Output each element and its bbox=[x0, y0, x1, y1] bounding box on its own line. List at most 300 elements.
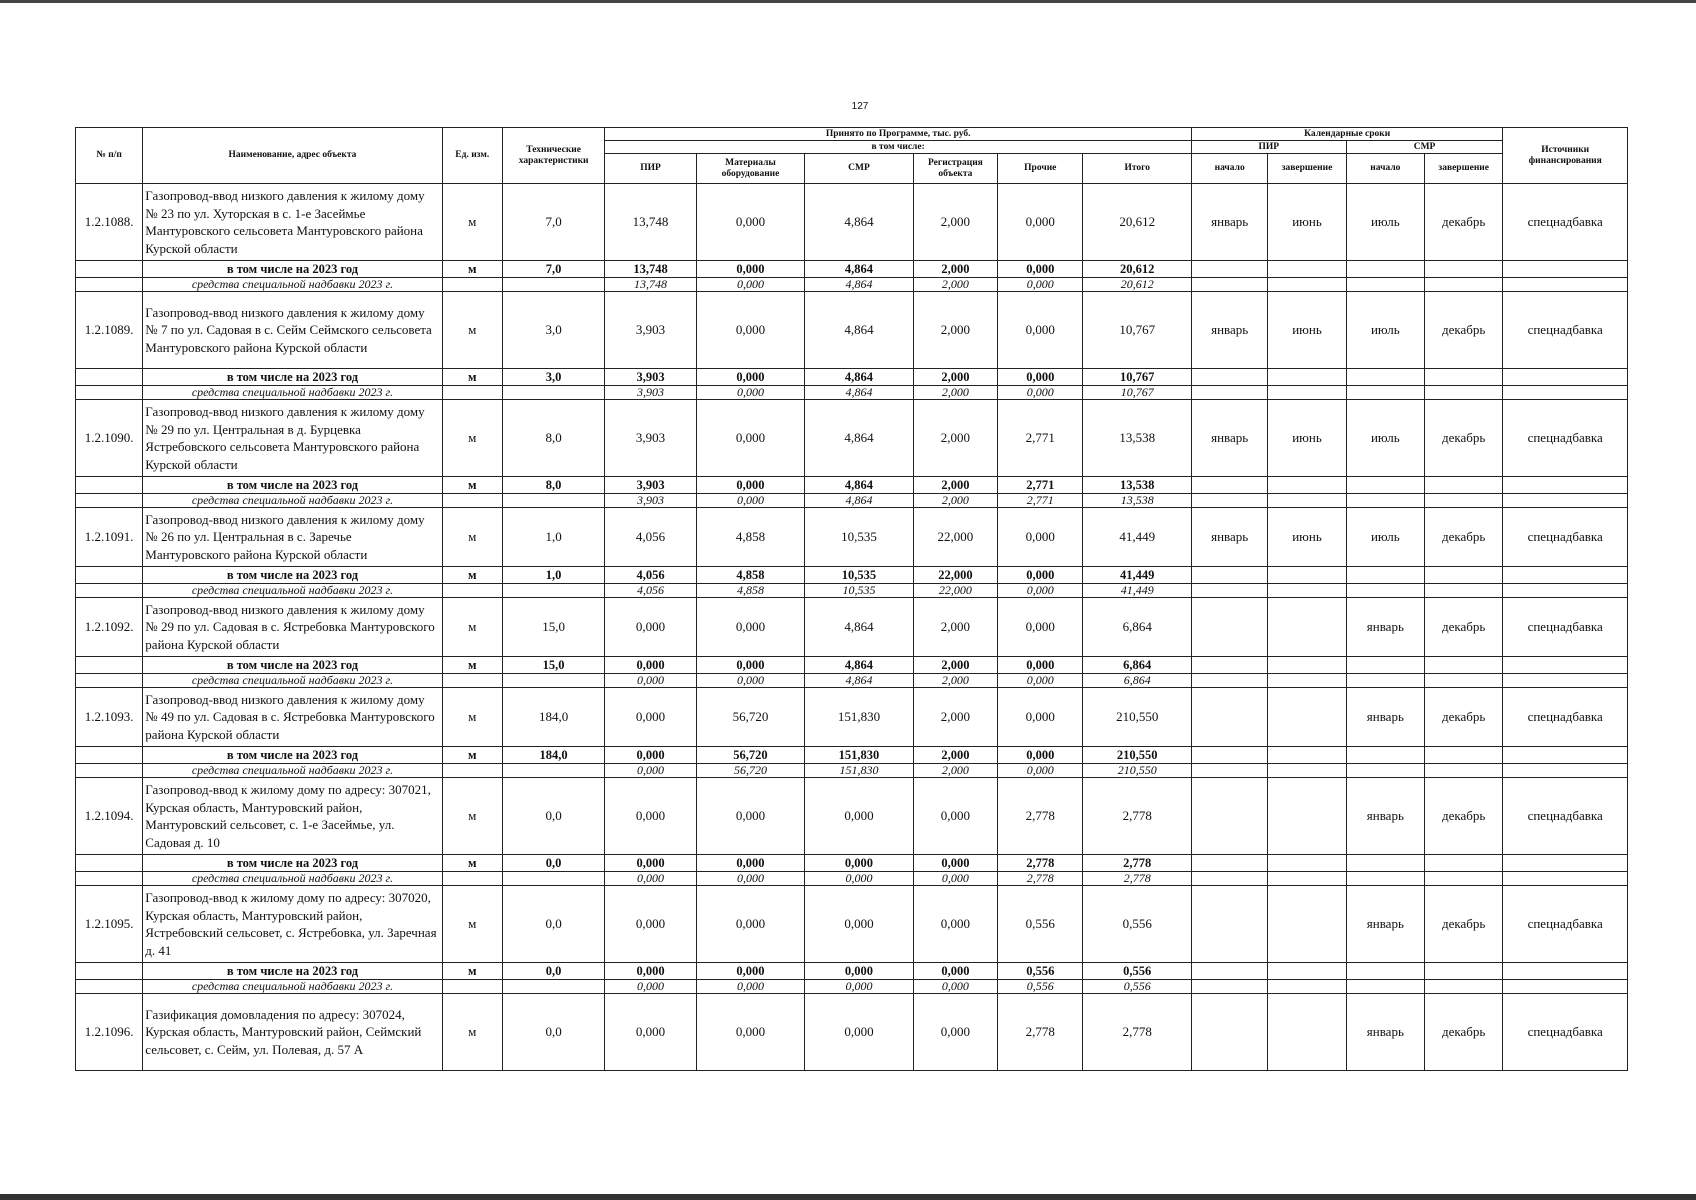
fund-empty bbox=[1503, 386, 1628, 400]
fund-other: 0,000 bbox=[998, 674, 1083, 688]
smr-cell: 4,864 bbox=[805, 400, 913, 477]
fund-other: 0,000 bbox=[998, 386, 1083, 400]
subtotal-empty bbox=[1192, 963, 1268, 980]
tech-cell: 0,0 bbox=[502, 994, 604, 1071]
object-name: Газопровод-ввод низкого давления к жилому дому № 26 по ул. Центральная в с. Заречье Мантуровского района Курской области bbox=[143, 508, 442, 567]
total-cell: 20,612 bbox=[1083, 184, 1192, 261]
fund-empty bbox=[1425, 764, 1503, 778]
subtotal-label: в том числе на 2023 год bbox=[143, 657, 442, 674]
fund-source-row bbox=[76, 584, 1628, 598]
other-cell: 0,556 bbox=[998, 886, 1083, 963]
pir-start-cell: январь bbox=[1192, 508, 1268, 567]
registration-cell: 0,000 bbox=[913, 886, 997, 963]
subtotal-empty bbox=[1192, 261, 1268, 278]
other-cell: 0,000 bbox=[998, 184, 1083, 261]
unit-cell: м bbox=[442, 688, 502, 747]
subtotal-total: 210,550 bbox=[1083, 747, 1192, 764]
pir-start-cell bbox=[1192, 778, 1268, 855]
fund-label: средства специальной надбавки 2023 г. bbox=[143, 278, 442, 292]
fund-label: средства специальной надбавки 2023 г. bbox=[143, 980, 442, 994]
subtotal-materials: 0,000 bbox=[696, 477, 804, 494]
header-cal-pir: ПИР bbox=[1192, 141, 1347, 154]
tech-cell: 0,0 bbox=[502, 886, 604, 963]
subtotal-total: 0,556 bbox=[1083, 963, 1192, 980]
fund-other: 0,000 bbox=[998, 584, 1083, 598]
subtotal-empty bbox=[1192, 855, 1268, 872]
subtotal-registration: 0,000 bbox=[913, 855, 997, 872]
pir-cell: 0,000 bbox=[605, 688, 696, 747]
fund-label: средства специальной надбавки 2023 г. bbox=[143, 764, 442, 778]
fund-materials: 0,000 bbox=[696, 980, 804, 994]
unit-cell: м bbox=[442, 886, 502, 963]
fund-registration: 22,000 bbox=[913, 584, 997, 598]
subtotal-materials: 4,858 bbox=[696, 567, 804, 584]
subtotal-label: в том числе на 2023 год bbox=[143, 261, 442, 278]
row-number: 1.2.1094. bbox=[76, 778, 143, 855]
subtotal-other: 0,000 bbox=[998, 261, 1083, 278]
unit-cell: м bbox=[442, 598, 502, 657]
other-cell: 2,771 bbox=[998, 400, 1083, 477]
smr-cell: 4,864 bbox=[805, 292, 913, 369]
smr-end-cell: декабрь bbox=[1425, 400, 1503, 477]
header-pir: ПИР bbox=[605, 154, 696, 184]
subtotal-total: 10,767 bbox=[1083, 369, 1192, 386]
unit-cell: м bbox=[442, 508, 502, 567]
fund-other: 0,000 bbox=[998, 764, 1083, 778]
subtotal-pir: 0,000 bbox=[605, 657, 696, 674]
fund-source-row bbox=[76, 674, 1628, 688]
subtotal-empty bbox=[1268, 369, 1346, 386]
total-cell: 13,538 bbox=[1083, 400, 1192, 477]
fund-label: средства специальной надбавки 2023 г. bbox=[143, 674, 442, 688]
subtotal-tech: 7,0 bbox=[502, 261, 604, 278]
pir-end-cell: июнь bbox=[1268, 184, 1346, 261]
smr-cell: 0,000 bbox=[805, 994, 913, 1071]
source-cell: спецнадбавка bbox=[1503, 508, 1628, 567]
tech-cell: 0,0 bbox=[502, 778, 604, 855]
fund-empty bbox=[1268, 674, 1346, 688]
subtotal-empty bbox=[1503, 369, 1628, 386]
header-total: Итого bbox=[1083, 154, 1192, 184]
subtotal-materials: 0,000 bbox=[696, 963, 804, 980]
fund-empty bbox=[1425, 674, 1503, 688]
fund-smr: 4,864 bbox=[805, 674, 913, 688]
fund-pir: 0,000 bbox=[605, 764, 696, 778]
materials-cell: 0,000 bbox=[696, 886, 804, 963]
total-cell: 6,864 bbox=[1083, 598, 1192, 657]
fund-unit bbox=[442, 386, 502, 400]
total-cell: 0,556 bbox=[1083, 886, 1192, 963]
tech-cell: 8,0 bbox=[502, 400, 604, 477]
subtotal-empty bbox=[1503, 477, 1628, 494]
source-cell: спецнадбавка bbox=[1503, 778, 1628, 855]
materials-cell: 0,000 bbox=[696, 598, 804, 657]
subtotal-registration: 22,000 bbox=[913, 567, 997, 584]
smr-start-cell: июль bbox=[1346, 292, 1424, 369]
year-subtotal-row bbox=[76, 477, 1628, 494]
subtotal-empty bbox=[1346, 963, 1424, 980]
fund-label: средства специальной надбавки 2023 г. bbox=[143, 494, 442, 508]
subtotal-label: в том числе на 2023 год bbox=[143, 477, 442, 494]
subtotal-empty bbox=[1425, 261, 1503, 278]
subtotal-pir: 0,000 bbox=[605, 963, 696, 980]
pir-cell: 3,903 bbox=[605, 400, 696, 477]
row-number: 1.2.1092. bbox=[76, 598, 143, 657]
subtotal-empty bbox=[1425, 963, 1503, 980]
subtotal-empty bbox=[1192, 657, 1268, 674]
tech-cell: 15,0 bbox=[502, 598, 604, 657]
fund-tech bbox=[502, 674, 604, 688]
subtotal-empty bbox=[1503, 963, 1628, 980]
subtotal-empty bbox=[1346, 855, 1424, 872]
fund-source-row bbox=[76, 764, 1628, 778]
fund-smr: 4,864 bbox=[805, 386, 913, 400]
subtotal-registration: 2,000 bbox=[913, 747, 997, 764]
fund-empty bbox=[1346, 674, 1424, 688]
unit-cell: м bbox=[442, 400, 502, 477]
fund-empty bbox=[1192, 764, 1268, 778]
fund-empty bbox=[1268, 386, 1346, 400]
fund-total: 6,864 bbox=[1083, 674, 1192, 688]
subtotal-unit: м bbox=[442, 963, 502, 980]
fund-empty bbox=[1268, 494, 1346, 508]
registration-cell: 2,000 bbox=[913, 400, 997, 477]
fund-tech bbox=[502, 764, 604, 778]
header-name: Наименование, адрес объекта bbox=[143, 128, 442, 184]
subtotal-label: в том числе на 2023 год bbox=[143, 369, 442, 386]
unit-cell: м bbox=[442, 778, 502, 855]
header-incl: в том числе: bbox=[605, 141, 1192, 154]
subtotal-empty bbox=[1425, 477, 1503, 494]
smr-start-cell: январь bbox=[1346, 778, 1424, 855]
year-subtotal-row bbox=[76, 747, 1628, 764]
fund-empty bbox=[1425, 278, 1503, 292]
smr-cell: 151,830 bbox=[805, 688, 913, 747]
smr-end-cell: декабрь bbox=[1425, 688, 1503, 747]
pir-cell: 13,748 bbox=[605, 184, 696, 261]
materials-cell: 0,000 bbox=[696, 184, 804, 261]
fund-pir: 3,903 bbox=[605, 494, 696, 508]
subtotal-tech: 0,0 bbox=[502, 963, 604, 980]
header-tech: Технические характеристики bbox=[502, 128, 604, 184]
source-cell: спецнадбавка bbox=[1503, 688, 1628, 747]
registration-cell: 2,000 bbox=[913, 688, 997, 747]
fund-pir: 0,000 bbox=[605, 980, 696, 994]
subtotal-other: 0,000 bbox=[998, 567, 1083, 584]
fund-other: 0,000 bbox=[998, 278, 1083, 292]
fund-empty bbox=[1425, 584, 1503, 598]
smr-start-cell: июль bbox=[1346, 508, 1424, 567]
subtotal-smr: 151,830 bbox=[805, 747, 913, 764]
fund-tech bbox=[502, 872, 604, 886]
subtotal-empty bbox=[1268, 747, 1346, 764]
fund-smr: 4,864 bbox=[805, 278, 913, 292]
row-number: 1.2.1089. bbox=[76, 292, 143, 369]
fund-unit bbox=[442, 584, 502, 598]
header-pir-start: начало bbox=[1192, 154, 1268, 184]
fund-empty bbox=[1425, 386, 1503, 400]
year-subtotal-row bbox=[76, 369, 1628, 386]
source-cell: спецнадбавка bbox=[1503, 994, 1628, 1071]
subtotal-other: 2,778 bbox=[998, 855, 1083, 872]
fund-empty bbox=[1192, 872, 1268, 886]
fund-empty bbox=[1192, 278, 1268, 292]
subtotal-empty bbox=[1503, 261, 1628, 278]
fund-label: средства специальной надбавки 2023 г. bbox=[143, 872, 442, 886]
registration-cell: 0,000 bbox=[913, 994, 997, 1071]
fund-empty bbox=[1268, 980, 1346, 994]
smr-end-cell: декабрь bbox=[1425, 184, 1503, 261]
header-unit: Ед. изм. bbox=[442, 128, 502, 184]
fund-total: 10,767 bbox=[1083, 386, 1192, 400]
tech-cell: 3,0 bbox=[502, 292, 604, 369]
subtotal-registration: 2,000 bbox=[913, 477, 997, 494]
total-cell: 10,767 bbox=[1083, 292, 1192, 369]
subtotal-smr: 4,864 bbox=[805, 369, 913, 386]
tech-cell: 184,0 bbox=[502, 688, 604, 747]
fund-tech bbox=[502, 980, 604, 994]
subtotal-smr: 4,864 bbox=[805, 477, 913, 494]
year-subtotal-row bbox=[76, 261, 1628, 278]
table-body bbox=[76, 184, 1628, 1071]
tech-cell: 7,0 bbox=[502, 184, 604, 261]
subtotal-num bbox=[76, 657, 143, 674]
scan-edge-top bbox=[0, 0, 1696, 3]
fund-tech bbox=[502, 494, 604, 508]
object-row bbox=[76, 508, 1628, 567]
other-cell: 0,000 bbox=[998, 508, 1083, 567]
fund-label: средства специальной надбавки 2023 г. bbox=[143, 386, 442, 400]
subtotal-num bbox=[76, 855, 143, 872]
subtotal-empty bbox=[1503, 567, 1628, 584]
smr-start-cell: январь bbox=[1346, 886, 1424, 963]
subtotal-materials: 0,000 bbox=[696, 261, 804, 278]
smr-end-cell: декабрь bbox=[1425, 886, 1503, 963]
object-name: Газопровод-ввод низкого давления к жилому дому № 7 по ул. Садовая в с. Сейм Сеймского сельсовета Мантуровского района Курской области bbox=[143, 292, 442, 369]
subtotal-label: в том числе на 2023 год bbox=[143, 567, 442, 584]
subtotal-empty bbox=[1192, 477, 1268, 494]
registration-cell: 22,000 bbox=[913, 508, 997, 567]
subtotal-smr: 0,000 bbox=[805, 963, 913, 980]
smr-start-cell: январь bbox=[1346, 688, 1424, 747]
object-row bbox=[76, 778, 1628, 855]
header-pir-end: завершение bbox=[1268, 154, 1346, 184]
pir-cell: 0,000 bbox=[605, 886, 696, 963]
other-cell: 2,778 bbox=[998, 994, 1083, 1071]
subtotal-total: 2,778 bbox=[1083, 855, 1192, 872]
subtotal-num bbox=[76, 963, 143, 980]
fund-empty bbox=[1192, 674, 1268, 688]
fund-empty bbox=[1346, 980, 1424, 994]
smr-end-cell: декабрь bbox=[1425, 292, 1503, 369]
total-cell: 210,550 bbox=[1083, 688, 1192, 747]
subtotal-label: в том числе на 2023 год bbox=[143, 855, 442, 872]
fund-materials: 56,720 bbox=[696, 764, 804, 778]
subtotal-empty bbox=[1192, 567, 1268, 584]
fund-other: 2,771 bbox=[998, 494, 1083, 508]
fund-empty bbox=[1503, 872, 1628, 886]
fund-unit bbox=[442, 494, 502, 508]
fund-empty bbox=[1346, 278, 1424, 292]
other-cell: 2,778 bbox=[998, 778, 1083, 855]
total-cell: 2,778 bbox=[1083, 994, 1192, 1071]
fund-total: 13,538 bbox=[1083, 494, 1192, 508]
header-other: Прочие bbox=[998, 154, 1083, 184]
subtotal-empty bbox=[1346, 747, 1424, 764]
fund-smr: 10,535 bbox=[805, 584, 913, 598]
fund-empty bbox=[1503, 980, 1628, 994]
fund-source-row bbox=[76, 278, 1628, 292]
object-name: Газопровод-ввод низкого давления к жилому дому № 29 по ул. Центральная в д. Бурцевка Ястребовского сельсовета Мантуровского района Курской области bbox=[143, 400, 442, 477]
fund-empty bbox=[1192, 980, 1268, 994]
row-number: 1.2.1096. bbox=[76, 994, 143, 1071]
object-row bbox=[76, 292, 1628, 369]
subtotal-other: 0,000 bbox=[998, 369, 1083, 386]
materials-cell: 0,000 bbox=[696, 778, 804, 855]
header-calendar: Календарные сроки bbox=[1192, 128, 1503, 141]
object-row bbox=[76, 886, 1628, 963]
subtotal-other: 2,771 bbox=[998, 477, 1083, 494]
subtotal-empty bbox=[1346, 657, 1424, 674]
subtotal-materials: 0,000 bbox=[696, 369, 804, 386]
fund-num bbox=[76, 494, 143, 508]
tech-cell: 1,0 bbox=[502, 508, 604, 567]
fund-pir: 13,748 bbox=[605, 278, 696, 292]
subtotal-unit: м bbox=[442, 855, 502, 872]
subtotal-label: в том числе на 2023 год bbox=[143, 963, 442, 980]
fund-empty bbox=[1346, 584, 1424, 598]
object-row bbox=[76, 688, 1628, 747]
fund-registration: 2,000 bbox=[913, 386, 997, 400]
pir-end-cell bbox=[1268, 886, 1346, 963]
subtotal-empty bbox=[1346, 261, 1424, 278]
pir-start-cell bbox=[1192, 598, 1268, 657]
subtotal-pir: 3,903 bbox=[605, 477, 696, 494]
header-accepted: Принято по Программе, тыс. руб. bbox=[605, 128, 1192, 141]
subtotal-empty bbox=[1425, 567, 1503, 584]
fund-registration: 2,000 bbox=[913, 494, 997, 508]
smr-end-cell: декабрь bbox=[1425, 598, 1503, 657]
subtotal-num bbox=[76, 477, 143, 494]
smr-start-cell: январь bbox=[1346, 994, 1424, 1071]
pir-end-cell: июнь bbox=[1268, 508, 1346, 567]
subtotal-empty bbox=[1503, 855, 1628, 872]
other-cell: 0,000 bbox=[998, 292, 1083, 369]
subtotal-tech: 15,0 bbox=[502, 657, 604, 674]
fund-smr: 151,830 bbox=[805, 764, 913, 778]
pir-end-cell: июнь bbox=[1268, 400, 1346, 477]
subtotal-tech: 3,0 bbox=[502, 369, 604, 386]
fund-empty bbox=[1192, 494, 1268, 508]
subtotal-unit: м bbox=[442, 477, 502, 494]
subtotal-smr: 10,535 bbox=[805, 567, 913, 584]
smr-end-cell: декабрь bbox=[1425, 508, 1503, 567]
fund-empty bbox=[1346, 764, 1424, 778]
subtotal-empty bbox=[1503, 657, 1628, 674]
header-materials: Материалы оборудование bbox=[696, 154, 804, 184]
pir-start-cell: январь bbox=[1192, 292, 1268, 369]
fund-registration: 0,000 bbox=[913, 872, 997, 886]
fund-registration: 2,000 bbox=[913, 674, 997, 688]
object-row bbox=[76, 400, 1628, 477]
subtotal-empty bbox=[1268, 477, 1346, 494]
subtotal-empty bbox=[1192, 747, 1268, 764]
object-name: Газопровод-ввод низкого давления к жилому дому № 29 по ул. Садовая в с. Ястребовка Мантуровского района Курской области bbox=[143, 598, 442, 657]
object-row bbox=[76, 994, 1628, 1071]
row-number: 1.2.1088. bbox=[76, 184, 143, 261]
subtotal-registration: 2,000 bbox=[913, 657, 997, 674]
pir-cell: 0,000 bbox=[605, 598, 696, 657]
header-smr-start: начало bbox=[1346, 154, 1424, 184]
registration-cell: 0,000 bbox=[913, 778, 997, 855]
subtotal-num bbox=[76, 261, 143, 278]
pir-cell: 0,000 bbox=[605, 778, 696, 855]
subtotal-tech: 8,0 bbox=[502, 477, 604, 494]
subtotal-empty bbox=[1192, 369, 1268, 386]
fund-unit bbox=[442, 872, 502, 886]
fund-materials: 0,000 bbox=[696, 386, 804, 400]
fund-num bbox=[76, 278, 143, 292]
subtotal-num bbox=[76, 369, 143, 386]
smr-cell: 0,000 bbox=[805, 886, 913, 963]
fund-registration: 2,000 bbox=[913, 764, 997, 778]
fund-pir: 0,000 bbox=[605, 674, 696, 688]
source-cell: спецнадбавка bbox=[1503, 184, 1628, 261]
subtotal-empty bbox=[1503, 747, 1628, 764]
materials-cell: 0,000 bbox=[696, 292, 804, 369]
fund-pir: 0,000 bbox=[605, 872, 696, 886]
materials-cell: 0,000 bbox=[696, 994, 804, 1071]
fund-unit bbox=[442, 764, 502, 778]
subtotal-other: 0,000 bbox=[998, 657, 1083, 674]
smr-start-cell: июль bbox=[1346, 400, 1424, 477]
row-number: 1.2.1095. bbox=[76, 886, 143, 963]
other-cell: 0,000 bbox=[998, 598, 1083, 657]
pir-cell: 0,000 bbox=[605, 994, 696, 1071]
row-number: 1.2.1090. bbox=[76, 400, 143, 477]
subtotal-smr: 0,000 bbox=[805, 855, 913, 872]
subtotal-unit: м bbox=[442, 747, 502, 764]
subtotal-empty bbox=[1425, 855, 1503, 872]
source-cell: спецнадбавка bbox=[1503, 292, 1628, 369]
pir-end-cell bbox=[1268, 598, 1346, 657]
fund-unit bbox=[442, 278, 502, 292]
fund-registration: 0,000 bbox=[913, 980, 997, 994]
scan-edge-bottom bbox=[0, 1194, 1696, 1200]
materials-cell: 0,000 bbox=[696, 400, 804, 477]
subtotal-other: 0,556 bbox=[998, 963, 1083, 980]
pir-cell: 4,056 bbox=[605, 508, 696, 567]
smr-cell: 10,535 bbox=[805, 508, 913, 567]
fund-empty bbox=[1503, 494, 1628, 508]
page-number: 127 bbox=[851, 101, 869, 112]
pir-end-cell: июнь bbox=[1268, 292, 1346, 369]
source-cell: спецнадбавка bbox=[1503, 886, 1628, 963]
fund-label: средства специальной надбавки 2023 г. bbox=[143, 584, 442, 598]
fund-source-row bbox=[76, 872, 1628, 886]
pir-start-cell bbox=[1192, 688, 1268, 747]
pir-end-cell bbox=[1268, 778, 1346, 855]
subtotal-pir: 3,903 bbox=[605, 369, 696, 386]
fund-empty bbox=[1346, 386, 1424, 400]
object-name: Газопровод-ввод к жилому дому по адресу: 307020, Курская область, Мантуровский район, Ястребовский сельсовет, с. Ястребовка, ул. Заречная д. 41 bbox=[143, 886, 442, 963]
fund-other: 2,778 bbox=[998, 872, 1083, 886]
smr-cell: 4,864 bbox=[805, 598, 913, 657]
fund-empty bbox=[1268, 584, 1346, 598]
year-subtotal-row bbox=[76, 567, 1628, 584]
subtotal-pir: 0,000 bbox=[605, 855, 696, 872]
subtotal-materials: 56,720 bbox=[696, 747, 804, 764]
